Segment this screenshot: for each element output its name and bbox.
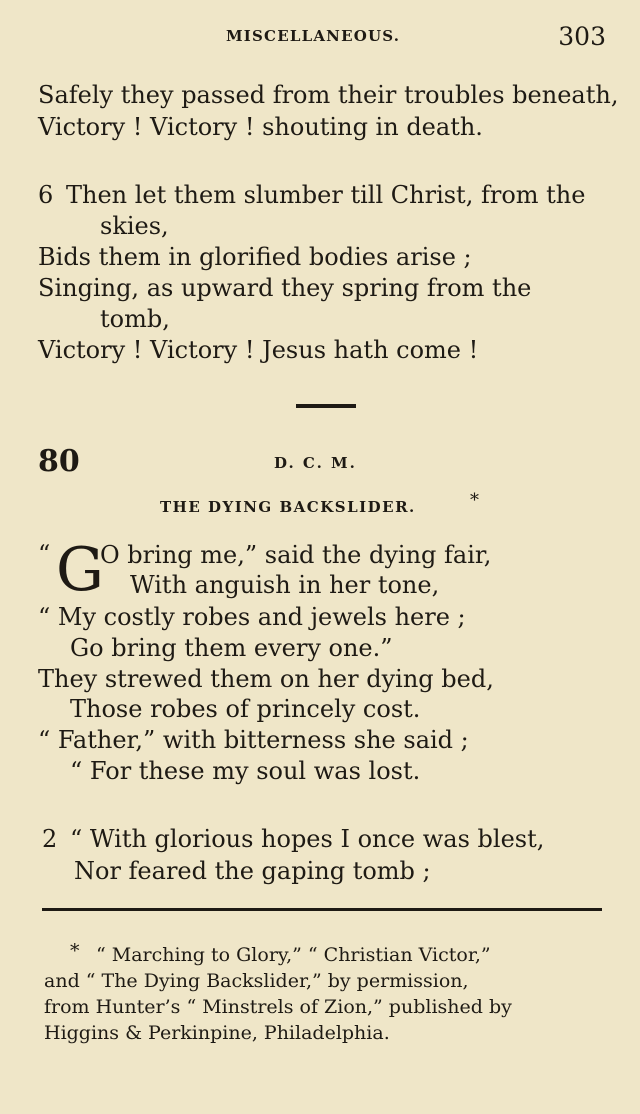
page-number: 303: [558, 22, 606, 51]
verse1-line-4: Go bring them every one.”: [70, 634, 393, 662]
verse1-line-6: Those robes of princely cost.: [70, 695, 421, 723]
running-title: MISCELLANEOUS.: [226, 27, 401, 45]
drop-cap: G: [56, 535, 104, 605]
prev-hymn-line-1: Safely they passed from their troubles beneath,: [38, 81, 619, 109]
verse6-line-6: Victory ! Victory ! Jesus hath come !: [38, 336, 479, 364]
footnote-line-4: Higgins & Perkinpine, Philadelphia.: [44, 1022, 390, 1044]
opening-quote: “: [38, 540, 51, 568]
footnote-line-3: from Hunter’s “ Minstrels of Zion,” published by: [44, 996, 512, 1018]
section-divider: [296, 404, 356, 408]
prev-hymn-line-2: Victory ! Victory ! shouting in death.: [38, 113, 483, 141]
verse1-line-7: “ Father,” with bitterness she said ;: [38, 726, 469, 754]
verse1-line-5: They strewed them on her dying bed,: [38, 665, 494, 693]
verse-number: 6: [38, 181, 54, 209]
verse6-line-5: tomb,: [100, 305, 170, 333]
verse6-line-2: skies,: [100, 212, 169, 240]
hymn-meter: D. C. M.: [274, 454, 357, 472]
verse1-line-3: “ My costly robes and jewels here ;: [38, 603, 466, 631]
verse6-line-4: Singing, as upward they spring from the: [38, 274, 532, 302]
verse2-line-1: “ With glorious hopes I once was blest,: [70, 825, 545, 853]
footnote-reference-mark: *: [470, 490, 479, 511]
footnote-rule: [42, 908, 602, 911]
footnote-line-1: “ Marching to Glory,” “ Christian Victor,”: [96, 944, 491, 966]
hymn-title: THE DYING BACKSLIDER.: [160, 498, 416, 516]
verse2-line-2: Nor feared the gaping tomb ;: [74, 857, 431, 885]
verse1-line-1: O bring me,” said the dying fair,: [100, 541, 492, 569]
running-head: [0, 22, 640, 52]
verse6-line-3: Bids them in glorified bodies arise ;: [38, 243, 472, 271]
verse6-line-1: Then let them slumber till Christ, from the: [66, 181, 586, 209]
verse1-line-8: “ For these my soul was lost.: [70, 757, 421, 785]
verse1-line-2: With anguish in her tone,: [130, 571, 440, 599]
footnote-line-2: and “ The Dying Backslider,” by permission,: [44, 970, 469, 992]
verse-number: 2: [42, 825, 58, 853]
footnote-mark: *: [70, 940, 80, 962]
hymn-number: 80: [38, 444, 80, 479]
